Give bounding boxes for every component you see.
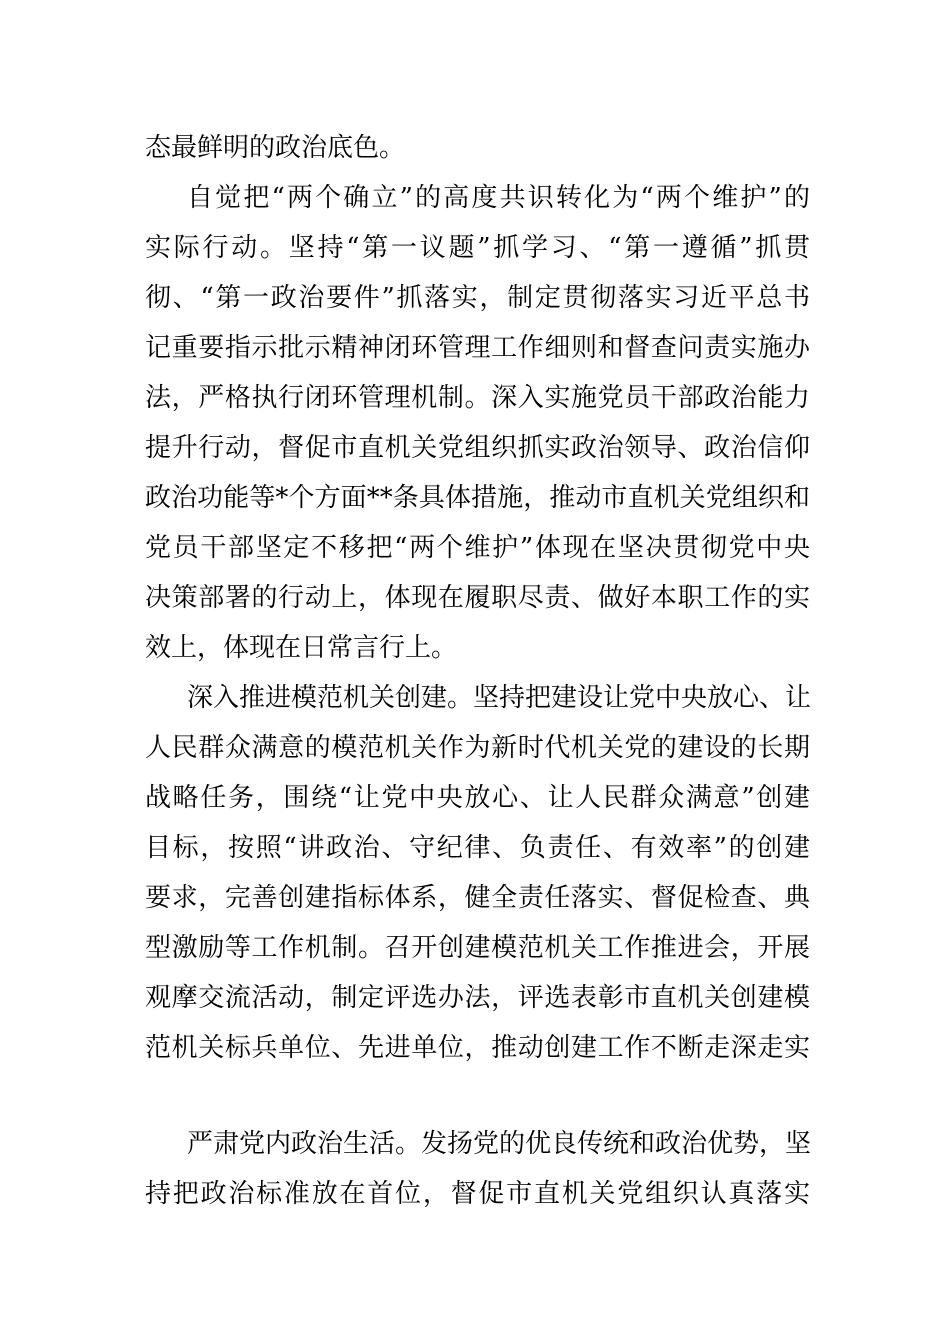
paragraph-line: 深入推进模范机关创建。坚持把建设让党中央放心、让 bbox=[187, 683, 812, 713]
paragraph-line: 目标，按照“讲政治、守纪律、负责任、有效率”的创建 bbox=[145, 833, 810, 863]
paragraph-line: 严肃党内政治生活。发扬党的优良传统和政治优势，坚 bbox=[187, 1129, 812, 1159]
paragraph-line: 实际行动。坚持“第一议题”抓学习、“第一遵循”抓贯 bbox=[145, 233, 810, 263]
paragraph-line: 政治功能等*个方面**条具体措施，推动市直机关党组织和 bbox=[145, 483, 810, 513]
paragraph-line: 提升行动，督促市直机关党组织抓实政治领导、政治信仰 bbox=[145, 433, 810, 463]
paragraph-line: 观摩交流活动，制定评选办法，评选表彰市直机关创建模 bbox=[145, 983, 810, 1013]
paragraph-line: 型激励等工作机制。召开创建模范机关工作推进会，开展 bbox=[145, 933, 810, 963]
paragraph-line: 态最鲜明的政治底色。 bbox=[145, 133, 406, 163]
paragraph-line: 党员干部坚定不移把“两个维护”体现在坚决贯彻党中央 bbox=[145, 533, 810, 563]
paragraph-line: 彻、“第一政治要件”抓落实，制定贯彻落实习近平总书 bbox=[145, 283, 810, 313]
paragraph-line: 人民群众满意的模范机关作为新时代机关党的建设的长期 bbox=[145, 733, 810, 763]
paragraph-line: 范机关标兵单位、先进单位，推动创建工作不断走深走实 bbox=[145, 1033, 810, 1063]
paragraph-line: 战略任务，围绕“让党中央放心、让人民群众满意”创建 bbox=[145, 783, 810, 813]
paragraph-line: 自觉把“两个确立”的高度共识转化为“两个维护”的 bbox=[187, 183, 810, 213]
paragraph-line: 决策部署的行动上，体现在履职尽责、做好本职工作的实 bbox=[145, 583, 810, 613]
paragraph-line: 持把政治标准放在首位，督促市直机关党组织认真落实 bbox=[145, 1179, 810, 1209]
paragraph-line: 记重要指示批示精神闭环管理工作细则和督查问责实施办 bbox=[145, 333, 810, 363]
paragraph-line: 效上，体现在日常言行上。 bbox=[145, 633, 458, 663]
paragraph-line: 法，严格执行闭环管理机制。深入实施党员干部政治能力 bbox=[145, 383, 810, 413]
paragraph-line: 要求，完善创建指标体系，健全责任落实、督促检查、典 bbox=[145, 883, 810, 913]
